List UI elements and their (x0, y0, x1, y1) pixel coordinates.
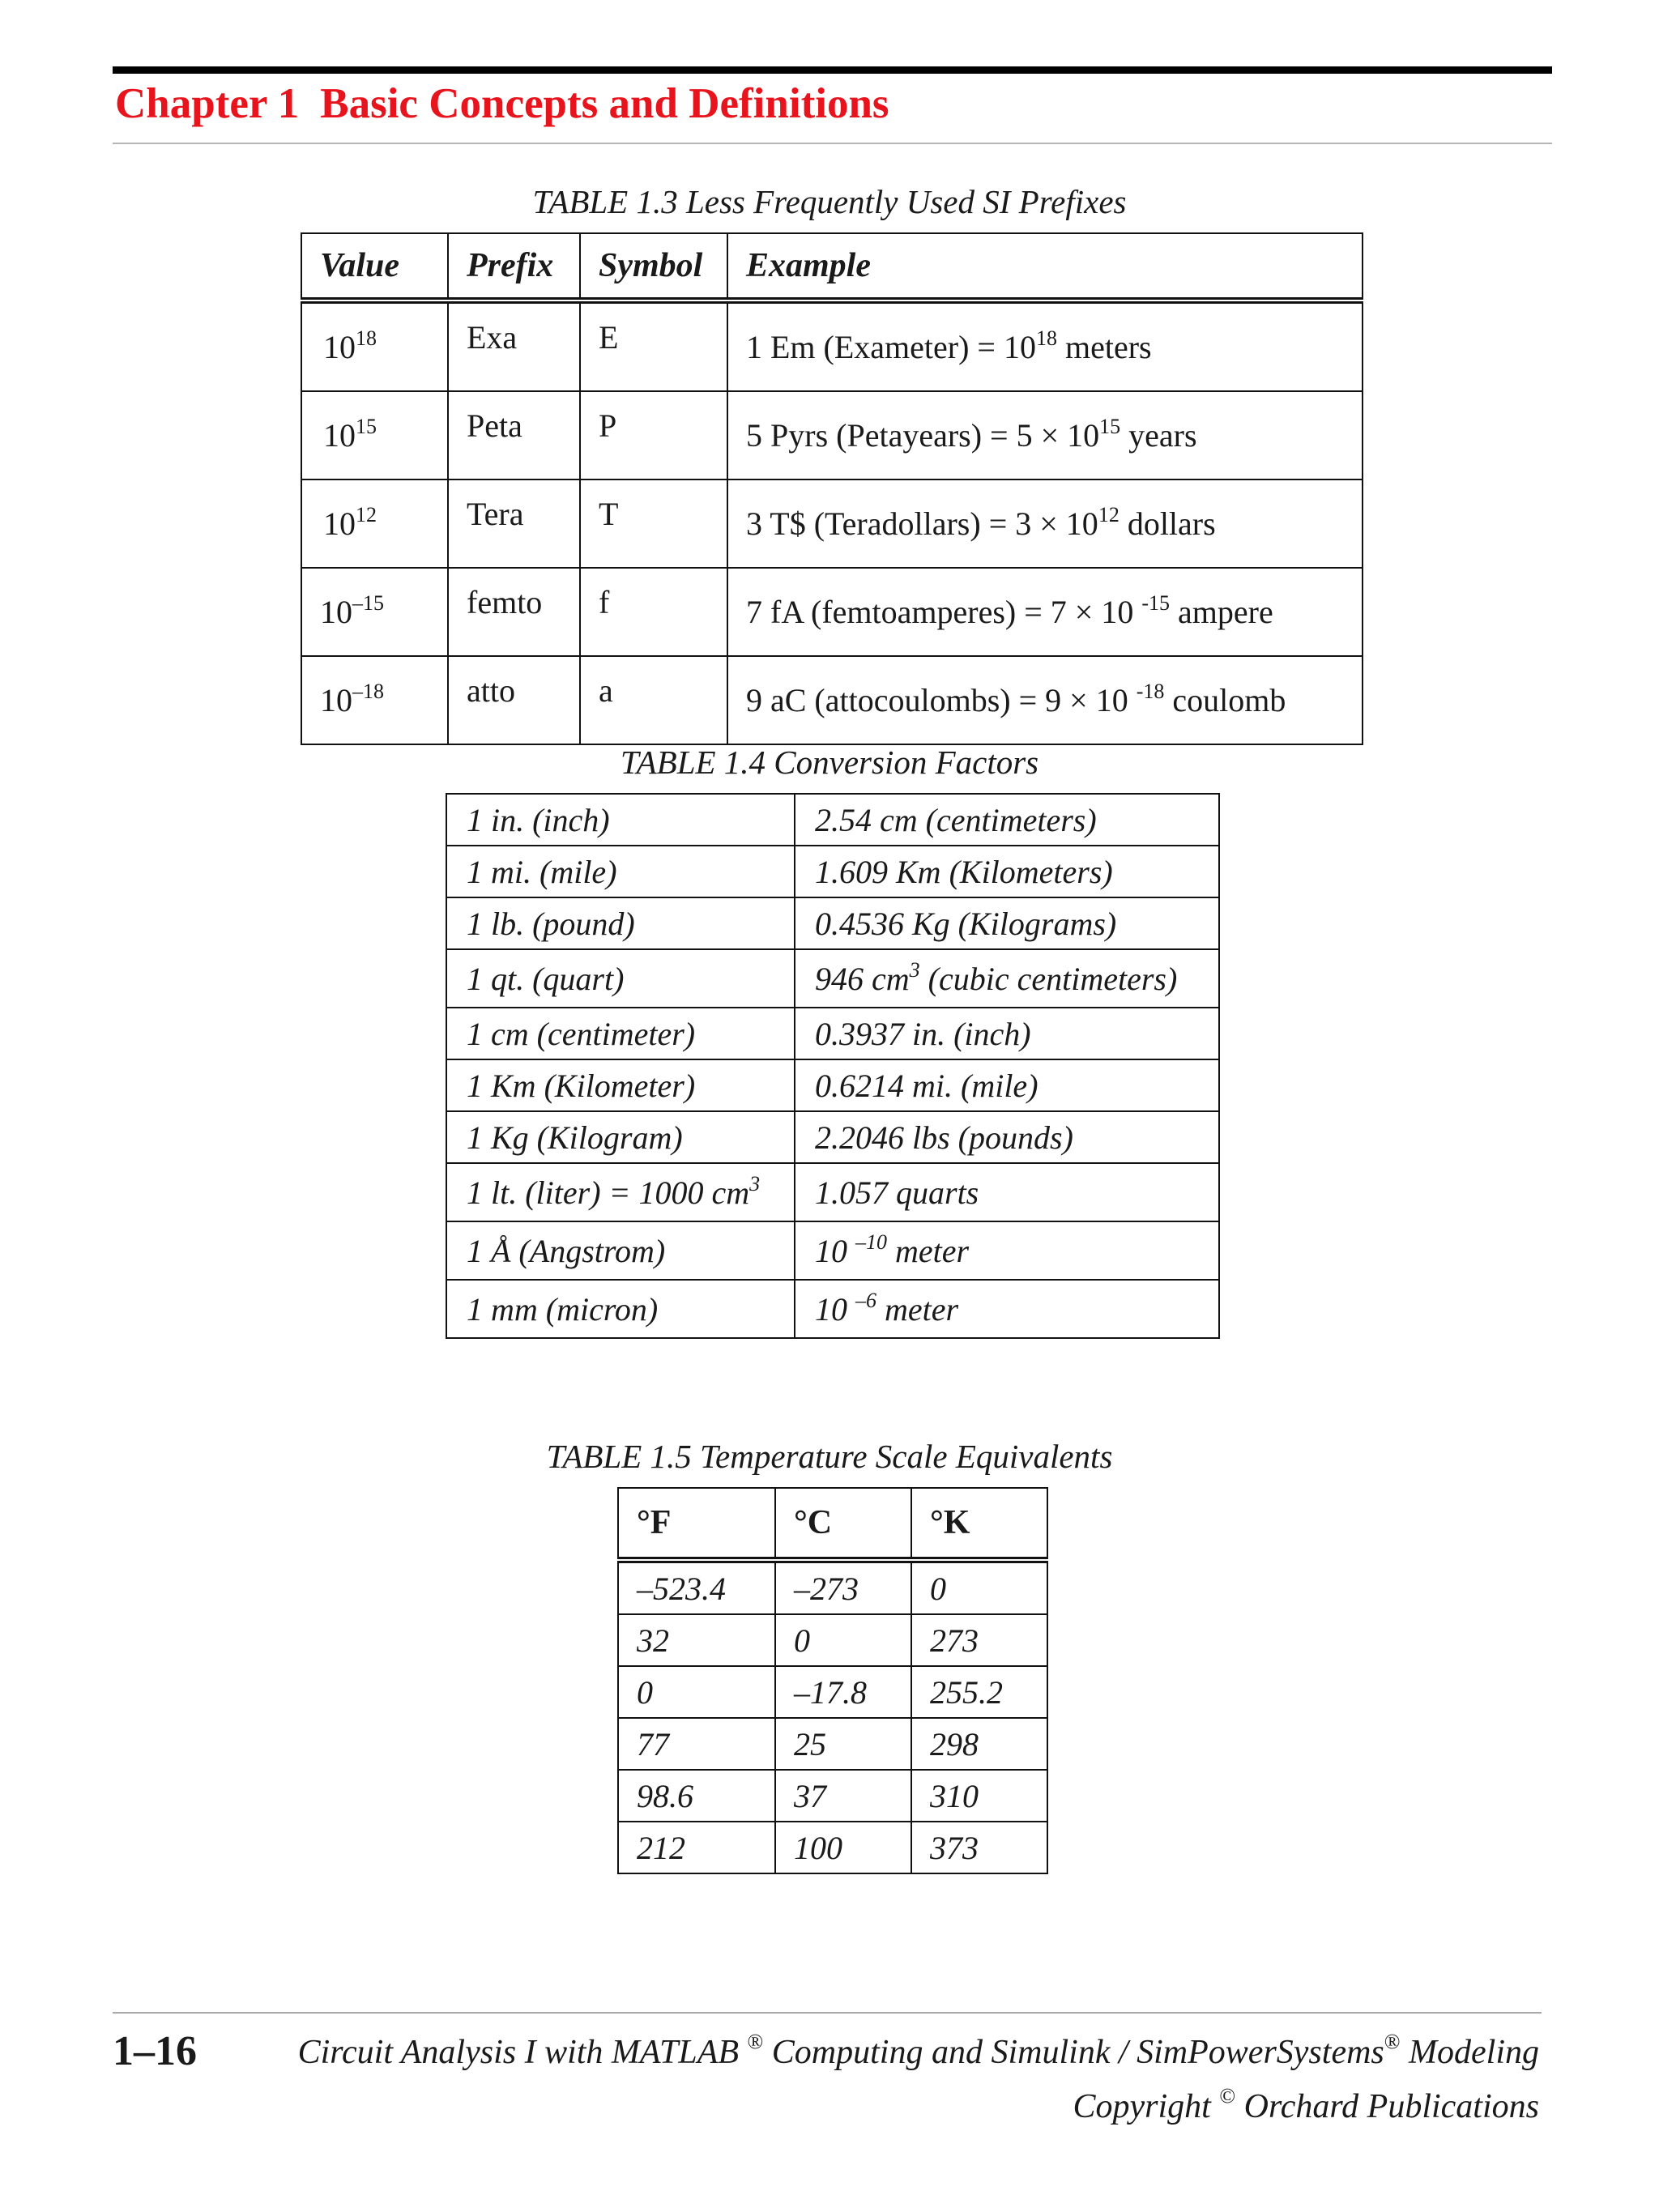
equivalent-cell: 0.3937 in. (inch) (795, 1008, 1219, 1059)
equivalent-cell: 0.4536 Kg (Kilograms) (795, 897, 1219, 949)
table-row (618, 1770, 1047, 1822)
table-row (446, 794, 1219, 846)
kelvin-cell: 273 (911, 1614, 1047, 1666)
table-row (446, 949, 1219, 1008)
chapter-title: Basic Concepts and Definitions (320, 80, 889, 127)
equivalent-cell: 2.2046 lbs (pounds) (795, 1111, 1219, 1163)
symbol-cell: E (580, 300, 727, 391)
equivalent-cell: 946 $cm^3$ (cubic centimeters) (795, 949, 1219, 1008)
table-row (618, 1822, 1047, 1873)
celsius-cell: 25 (775, 1718, 911, 1770)
table-header-row (618, 1488, 1047, 1560)
fahrenheit-cell: 32 (618, 1614, 775, 1666)
kelvin-cell: 298 (911, 1718, 1047, 1770)
unit-cell: 1 qt. (quart) (446, 949, 795, 1008)
table-row (446, 1163, 1219, 1221)
example-cell: 5 Pyrs (Petayears) = $5 \times 10^{15}$ years (727, 391, 1363, 479)
kelvin-cell: 0 (911, 1560, 1047, 1614)
prefix-cell: femto (448, 568, 580, 656)
fahrenheit-cell: –523.4 (618, 1560, 775, 1614)
table-row (446, 1059, 1219, 1111)
table-row (618, 1718, 1047, 1770)
celsius-cell: –17.8 (775, 1666, 911, 1718)
celsius-cell: –273 (775, 1560, 911, 1614)
equivalent-cell: 0.6214 mi. (mile) (795, 1059, 1219, 1111)
kelvin-cell: 255.2 (911, 1666, 1047, 1718)
table-row (446, 1008, 1219, 1059)
kelvin-cell: 373 (911, 1822, 1047, 1873)
unit-cell: 1 cm (centimeter) (446, 1008, 795, 1059)
table-row (446, 1221, 1219, 1280)
prefix-cell: atto (448, 656, 580, 744)
page-number: 1–16 (113, 2028, 197, 2074)
header-divider (113, 143, 1552, 144)
table-row (301, 479, 1363, 568)
celsius-cell: 100 (775, 1822, 911, 1873)
table-row (618, 1614, 1047, 1666)
prefix-cell: Peta (448, 391, 580, 479)
copyright-line: Copyright © Orchard Publications (1073, 2084, 1539, 2125)
table-row (301, 300, 1363, 391)
table-row (446, 897, 1219, 949)
symbol-cell: T (580, 479, 727, 568)
symbol-cell: P (580, 391, 727, 479)
fahrenheit-cell: 77 (618, 1718, 775, 1770)
value-cell: $10^{18}$ (301, 300, 448, 391)
chapter-heading (115, 79, 889, 128)
footer-divider (113, 2012, 1542, 2014)
fahrenheit-cell: 212 (618, 1822, 775, 1873)
example-cell: 3 T$ (Teradollars) = $3 \times 10^{12}$ dollars (727, 479, 1363, 568)
table-row (446, 1280, 1219, 1338)
prefix-cell: Exa (448, 300, 580, 391)
unit-cell: 1 Kg (Kilogram) (446, 1111, 795, 1163)
example-cell: 7 fA (femtoamperes) = 7 × 10 $^{-15}$ ampere (727, 568, 1363, 656)
temperature-scale-table (617, 1487, 1048, 1874)
equivalent-cell: 2.54 cm (centimeters) (795, 794, 1219, 846)
column-header-kelvin: °K (911, 1488, 1047, 1560)
fahrenheit-cell: 98.6 (618, 1770, 775, 1822)
book-title: Circuit Analysis I with MATLAB ® Computing and Simulink / SimPowerSystems® Modeling (297, 2030, 1539, 2071)
table-header-row (301, 233, 1363, 300)
celsius-cell: 0 (775, 1614, 911, 1666)
column-header-fahrenheit: °F (618, 1488, 775, 1560)
symbol-cell: a (580, 656, 727, 744)
unit-cell: 1 Km (Kilometer) (446, 1059, 795, 1111)
unit-cell: 1 lb. (pound) (446, 897, 795, 949)
table-row (301, 391, 1363, 479)
equivalent-cell: 1.057 quarts (795, 1163, 1219, 1221)
table-1-5-caption: TABLE 1.5 Temperature Scale Equivalents (546, 1438, 1113, 1475)
header-top-rule (113, 66, 1552, 74)
value-cell: $10^{15}$ (301, 391, 448, 479)
equivalent-cell: 1.609 Km (Kilometers) (795, 846, 1219, 897)
column-header-example: Example (727, 233, 1363, 300)
example-cell: 9 aC (attocoulombs) = 9 × 10 $^{-18}$ coulomb (727, 656, 1363, 744)
column-header-value: Value (301, 233, 448, 300)
prefix-cell: Tera (448, 479, 580, 568)
table-1-4-caption: TABLE 1.4 Conversion Factors (620, 744, 1039, 781)
column-header-celsius: °C (775, 1488, 911, 1560)
example-cell: 1 Em (Exameter) = $10^{18}$ meters (727, 300, 1363, 391)
table-row (446, 846, 1219, 897)
symbol-cell: f (580, 568, 727, 656)
chapter-label: Chapter 1 (115, 80, 300, 127)
table-row (618, 1666, 1047, 1718)
value-cell: $10^{-15}$ (301, 568, 448, 656)
unit-cell: 1 mi. (mile) (446, 846, 795, 897)
column-header-symbol: Symbol (580, 233, 727, 300)
unit-cell: 1 Å (Angstrom) (446, 1221, 795, 1280)
table-1-3-caption: TABLE 1.3 Less Frequently Used SI Prefixes (532, 183, 1127, 220)
table-row (618, 1560, 1047, 1614)
table-row (301, 656, 1363, 744)
column-header-prefix: Prefix (448, 233, 580, 300)
table-row (301, 568, 1363, 656)
value-cell: $10^{12}$ (301, 479, 448, 568)
value-cell: $10^{-18}$ (301, 656, 448, 744)
fahrenheit-cell: 0 (618, 1666, 775, 1718)
unit-cell: 1 lt. (liter) = 1000 $cm^3$ (446, 1163, 795, 1221)
unit-cell: 1 mm (micron) (446, 1280, 795, 1338)
celsius-cell: 37 (775, 1770, 911, 1822)
table-row (446, 1111, 1219, 1163)
kelvin-cell: 310 (911, 1770, 1047, 1822)
si-prefixes-table (301, 232, 1363, 745)
equivalent-cell: 10 $^{-6}$ meter (795, 1280, 1219, 1338)
conversion-factors-table (446, 793, 1220, 1339)
unit-cell: 1 in. (inch) (446, 794, 795, 846)
equivalent-cell: 10 $^{-10}$ meter (795, 1221, 1219, 1280)
